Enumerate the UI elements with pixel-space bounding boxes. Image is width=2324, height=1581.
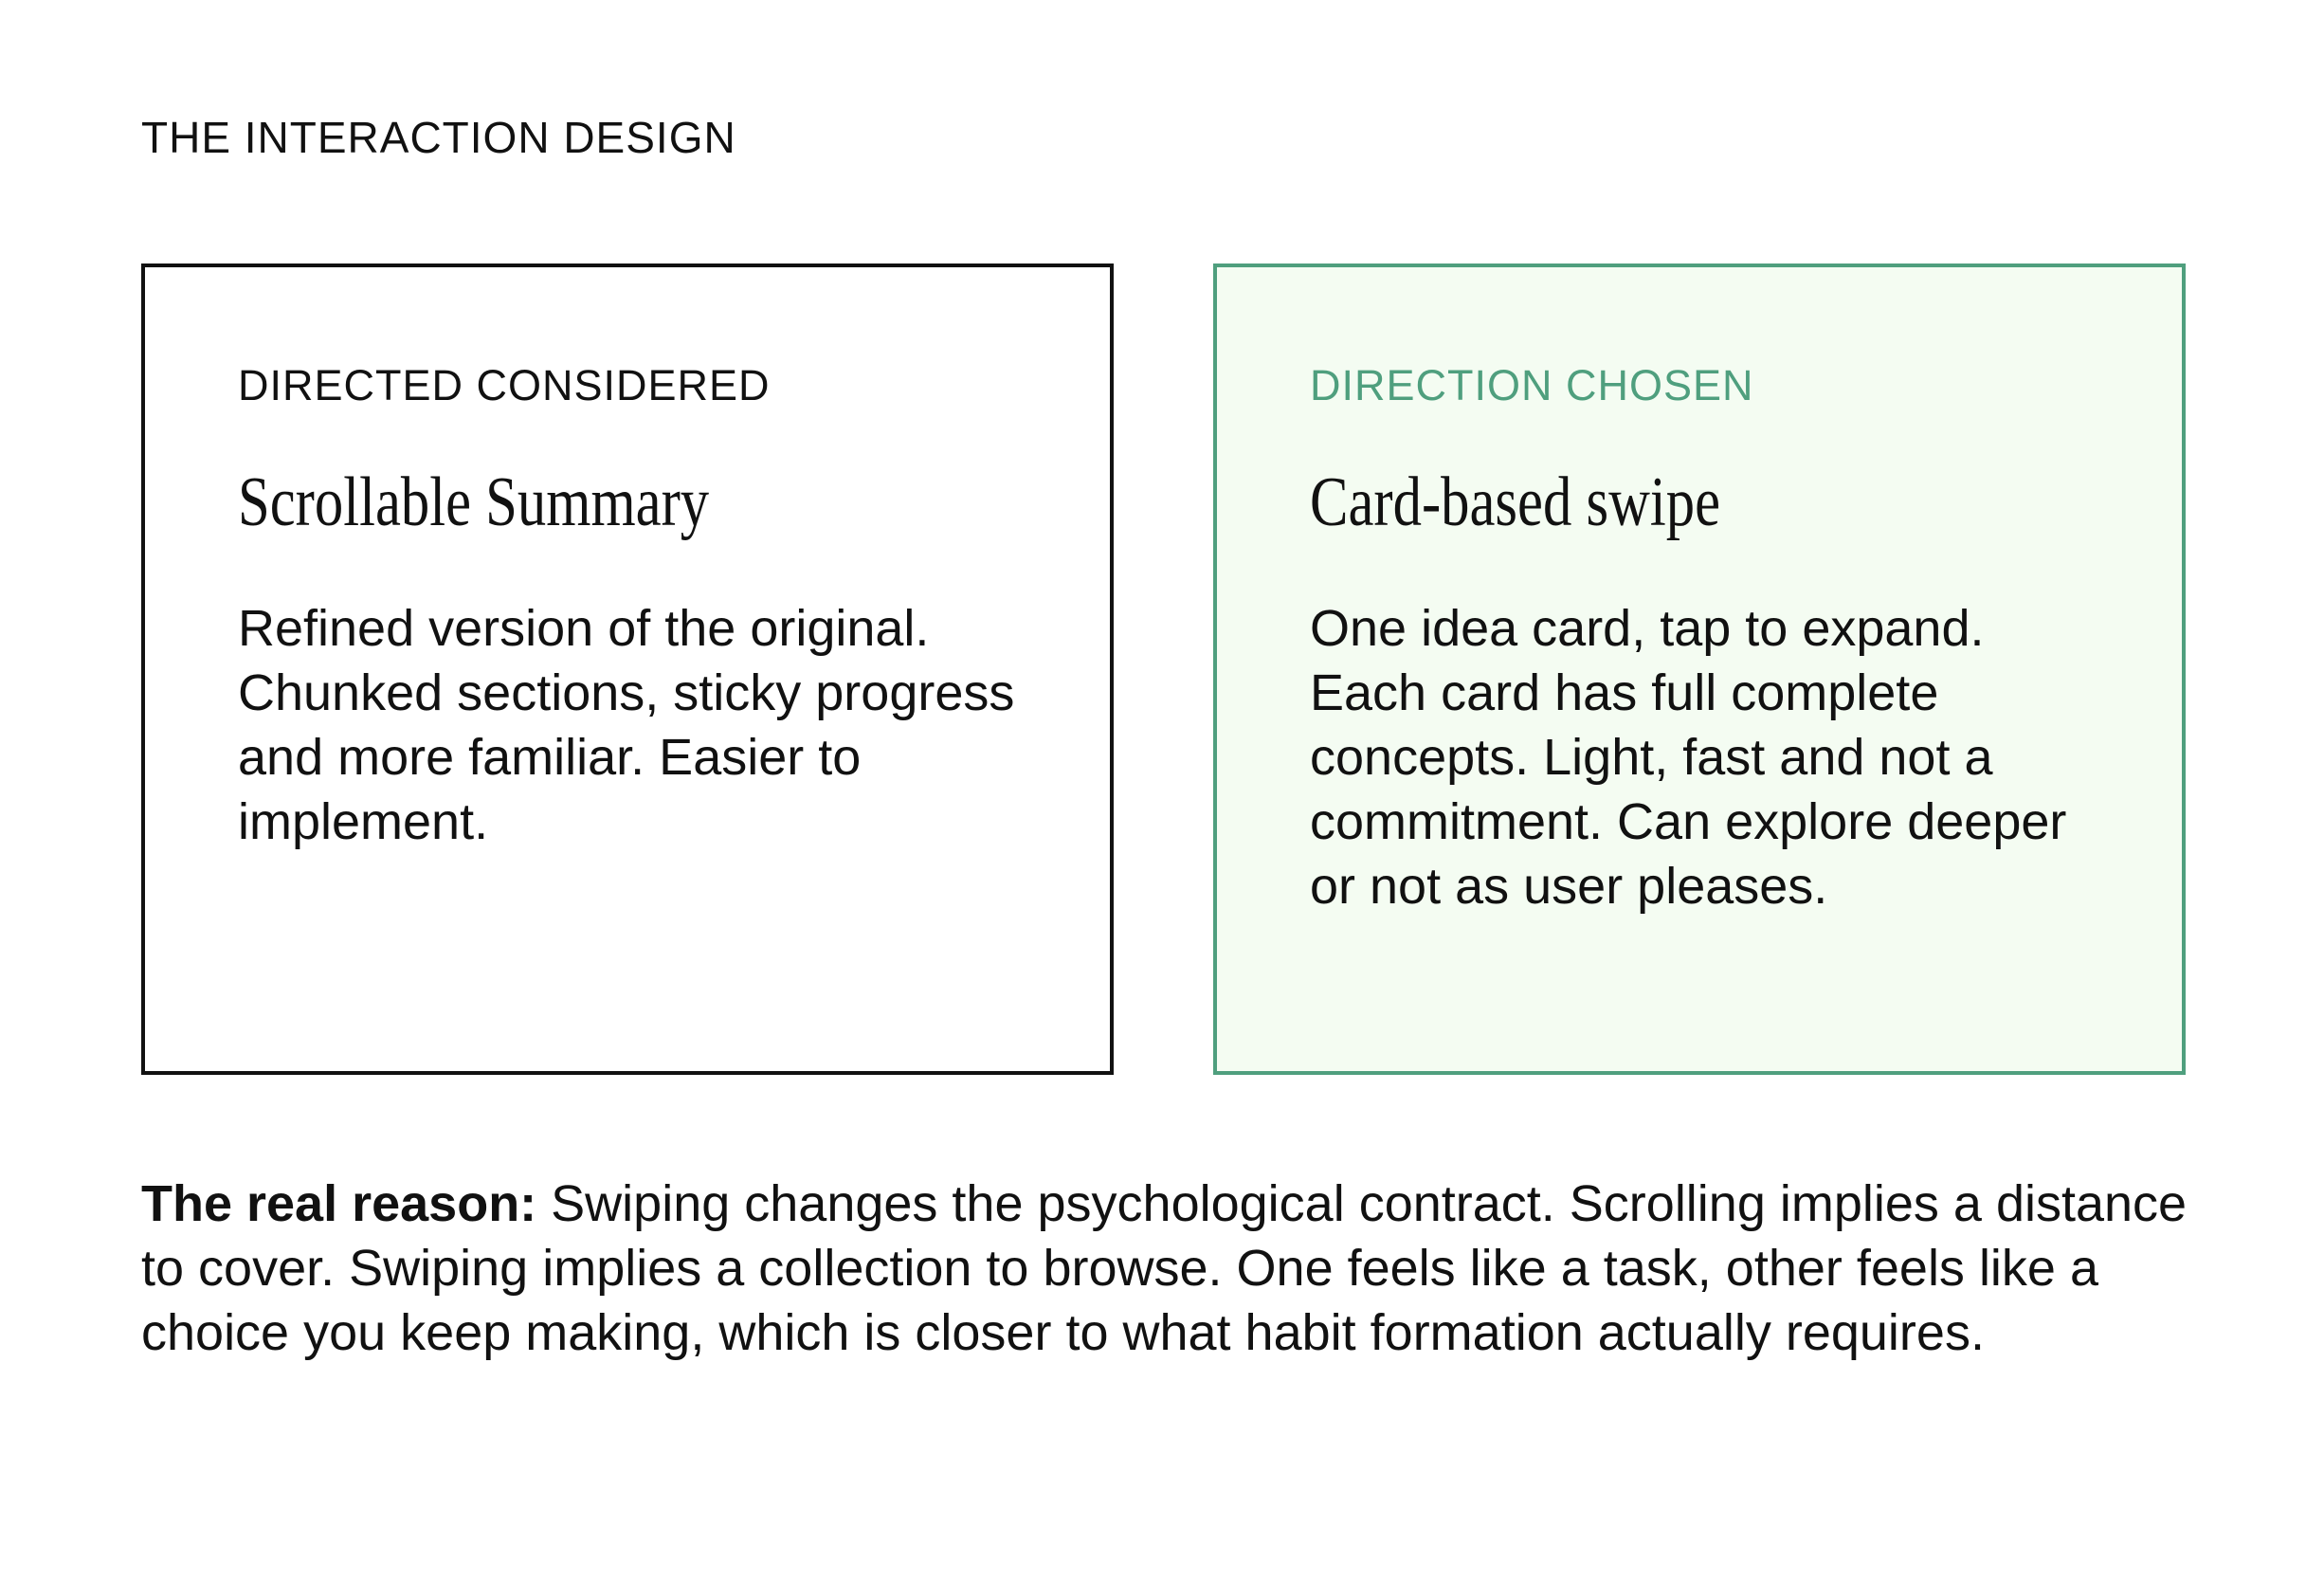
reason-paragraph: [141, 1172, 2207, 1365]
card-eyebrow: DIRECTION CHOSEN: [1310, 361, 1754, 409]
direction-considered-card: [141, 264, 1114, 1075]
card-body: Refined version of the original. Chunked sections, sticky progress and more familiar. Easier to implement.: [238, 600, 1015, 851]
reason-text: Swiping changes the psychological contract. Scrolling implies a distance to cover. Swiping implies a collection to browse. One feels like a task, other feels like a choice you keep making, which is closer to what habit formation actually requires.: [141, 1175, 2188, 1361]
direction-chosen-card: [1213, 264, 2186, 1075]
card-eyebrow: DIRECTED CONSIDERED: [238, 361, 771, 409]
card-heading: Card-based swipe: [1310, 463, 1721, 541]
card-heading: Scrollable Summary: [238, 463, 710, 541]
section-title: THE INTERACTION DESIGN: [141, 113, 736, 162]
card-body: One idea card, tap to expand. Each card has full complete concepts. Light, fast and not a commitment. Can explore deeper or not as user pleases.: [1310, 600, 2067, 916]
reason-label: The real reason:: [141, 1175, 537, 1232]
